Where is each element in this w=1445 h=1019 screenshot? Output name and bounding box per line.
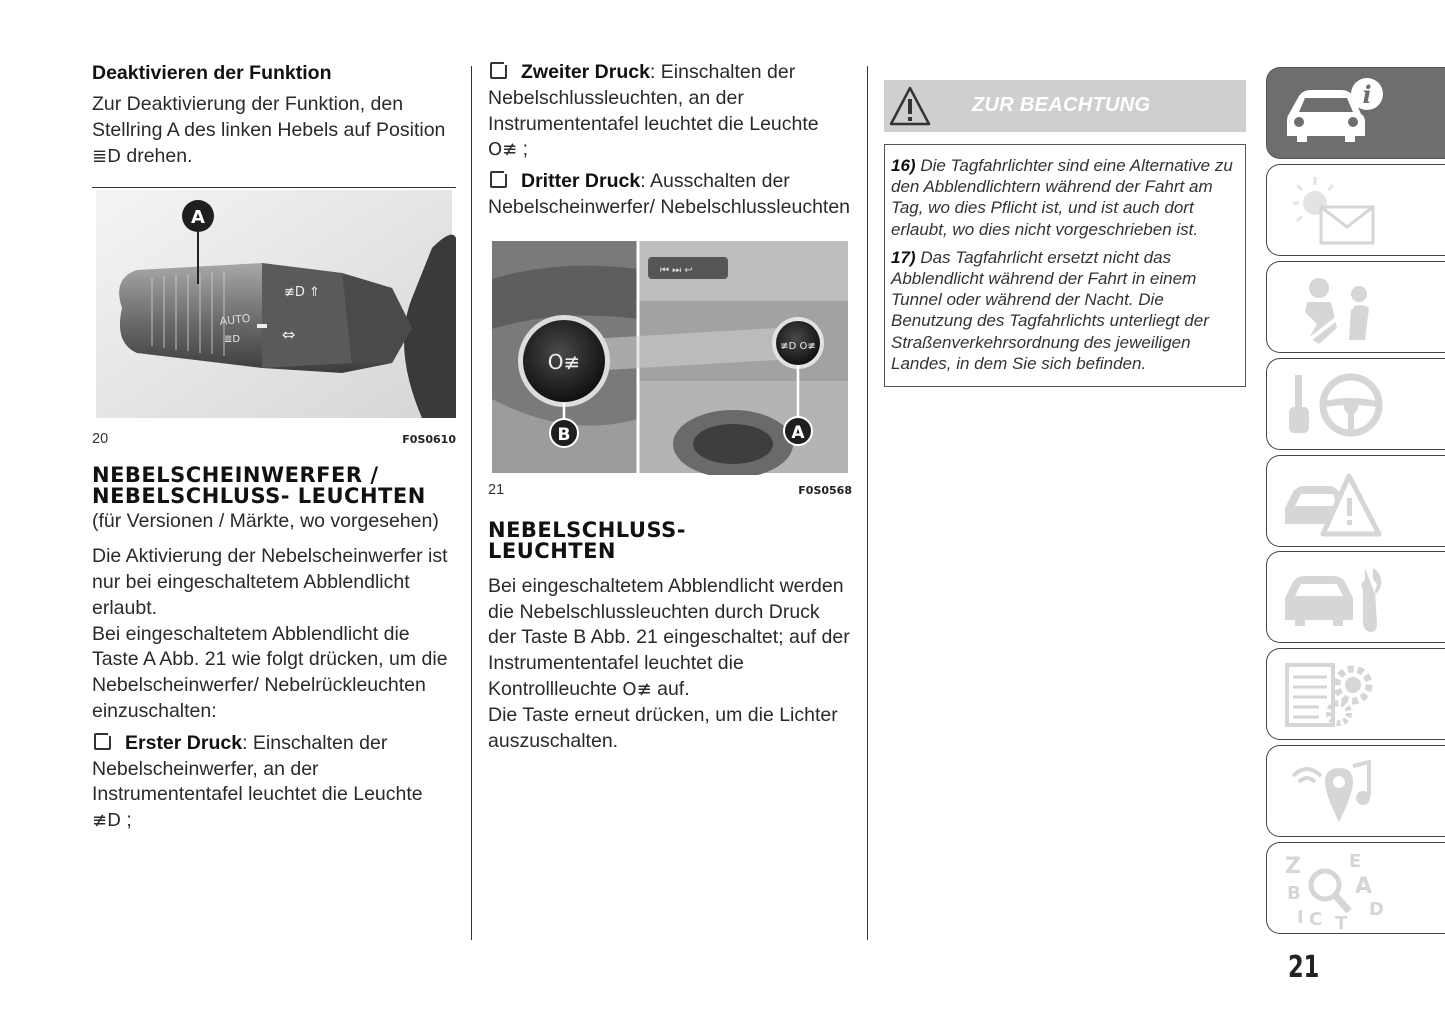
figure-21: [488, 239, 852, 498]
svg-text:≢D O≢: ≢D O≢: [780, 340, 816, 352]
steering-key-icon: [1279, 365, 1389, 445]
notice-title: ZUR BEACHTUNG: [972, 94, 1151, 116]
checkbox-bullet-icon: [490, 62, 507, 79]
notice-header: [884, 80, 1246, 132]
svg-text:E: E: [1349, 851, 1362, 872]
svg-text:⏮ ⏭ ↩: ⏮ ⏭ ↩: [660, 264, 693, 276]
section-subtitle: (für Versionen / Märkte, wo vorgesehen): [92, 510, 439, 533]
car-info-icon: [1279, 74, 1389, 154]
tab-starting-driving[interactable]: [1266, 358, 1445, 450]
dashboard-buttons-illustration: [488, 239, 848, 475]
tab-warning-lights[interactable]: [1266, 164, 1445, 256]
column-middle: [488, 60, 852, 754]
notice-box: [884, 144, 1246, 387]
svg-text:≣D: ≣D: [224, 334, 241, 346]
section-title-fog: NEBELSCHEINWERFER / NEBELSCHLUSS- LEUCHTEN: [92, 463, 426, 509]
paragraph: Bei eingeschaltetem Abblendlicht die Taste A Abb. 21 wie folgt drücken, um die Nebelscheinwerfer/ Nebelrückleuchten einzuschalten:: [92, 622, 448, 722]
index-icon: [1279, 849, 1389, 929]
tab-safety[interactable]: [1266, 261, 1445, 353]
svg-text:≢D ⇑: ≢D ⇑: [284, 285, 320, 301]
bullet-third-press: Dritter Druck: Ausschalten der Nebelscheinwerfer/ Nebelschlussleuchten: [488, 170, 851, 218]
tab-car-info[interactable]: [1266, 67, 1445, 159]
emergency-icon: [1279, 462, 1389, 542]
paragraph: Bei eingeschaltetem Abblendlicht werden die Nebelschlussleuchten durch Druck der Taste B Abb. 21 eingeschaltet; auf der Instrumententafel leuchtet die Kontrollleuchte O≢ auf.: [488, 574, 850, 700]
tab-multimedia[interactable]: [1266, 745, 1445, 837]
checkbox-bullet-icon: [490, 171, 507, 188]
label-a: A: [791, 422, 805, 443]
note-item: 16) Die Tagfahrlichter sind eine Alternative zu den Abblendlichtern während der Fahrt am Tag, wo dies Pflicht ist, und ist auch dort erlaubt, wo dies nicht vorgeschrieben ist.: [891, 156, 1233, 239]
page-number: 21: [1288, 950, 1320, 985]
technical-data-icon: [1279, 655, 1389, 735]
bullet-second-press: Zweiter Druck: Einschalten der Nebelschlussleuchten, an der Instrumententafel leuchtet die Leuchte O≢ ;: [488, 61, 819, 161]
rear-fog-icon: O≢: [488, 139, 518, 161]
bullet-first-press: Erster Druck: Einschalten der Nebelscheinwerfer, an der Instrumententafel leuchtet die Leuchte ≢D ;: [92, 731, 423, 832]
warning-triangle-icon: [888, 84, 932, 128]
deactivate-heading: Deaktivieren der Funktion: [92, 62, 332, 84]
tab-index[interactable]: [1266, 842, 1445, 934]
warning-light-icon: [1279, 171, 1389, 251]
label-b: B: [557, 424, 571, 445]
figure-number: 21: [488, 481, 505, 498]
svg-text:B: B: [1287, 883, 1301, 904]
column-divider: [471, 66, 472, 940]
front-fog-icon: ≢D: [92, 810, 121, 832]
svg-text:C: C: [1309, 909, 1323, 929]
figure-code: F0S0610: [402, 433, 456, 447]
figure-number: 20: [92, 431, 109, 448]
rear-fog-icon: O≢: [622, 678, 652, 700]
svg-text:A: A: [1355, 874, 1373, 899]
lever-illustration: [92, 188, 456, 420]
tab-technical-data[interactable]: [1266, 648, 1445, 740]
svg-text:I: I: [1297, 907, 1304, 928]
tab-maintenance[interactable]: [1266, 551, 1445, 643]
column-right: [884, 60, 1246, 387]
figure-20: [92, 187, 456, 447]
deactivate-text: Zur Deaktivierung der Funktion, den Stellring A des linken Hebels auf Position ≣D drehen.: [92, 93, 446, 167]
svg-text:i: i: [1362, 80, 1372, 109]
paragraph: Die Taste erneut drücken, um die Lichter auszuschalten.: [488, 703, 838, 752]
maintenance-icon: [1279, 558, 1389, 638]
svg-text:AUTO: AUTO: [218, 312, 252, 329]
figure-code: F0S0568: [798, 483, 852, 497]
checkbox-bullet-icon: [94, 733, 111, 750]
svg-text:D: D: [1369, 899, 1384, 920]
section-title-rear-fog: NEBELSCHLUSS- LEUCHTEN: [488, 517, 686, 563]
svg-text:O≢: O≢: [547, 349, 581, 374]
svg-text:T: T: [1335, 913, 1348, 929]
paragraph: Die Aktivierung der Nebelscheinwerfer ist nur bei eingeschaltetem Abblendlicht erlaubt.: [92, 545, 448, 619]
column-left: [92, 60, 456, 834]
dipped-beam-icon: ≣D: [92, 145, 121, 167]
safety-airbag-icon: [1279, 268, 1389, 348]
note-item: 17) Das Tagfahrlicht ersetzt nicht das Abblendlicht während der Fahrt in einem Tunnel oder während der Nacht. Die Benutzung des Tagfahrlichts unterliegt der Straßenverkehrsordnung des jeweiligen Landes, in dem Sie sich befinden.: [891, 247, 1209, 373]
svg-text:Z: Z: [1285, 854, 1301, 879]
label-a: A: [191, 207, 205, 229]
multimedia-icon: [1279, 752, 1389, 832]
tab-emergency[interactable]: [1266, 455, 1445, 547]
svg-text:⇔: ⇔: [282, 325, 296, 345]
column-divider: [867, 66, 868, 940]
